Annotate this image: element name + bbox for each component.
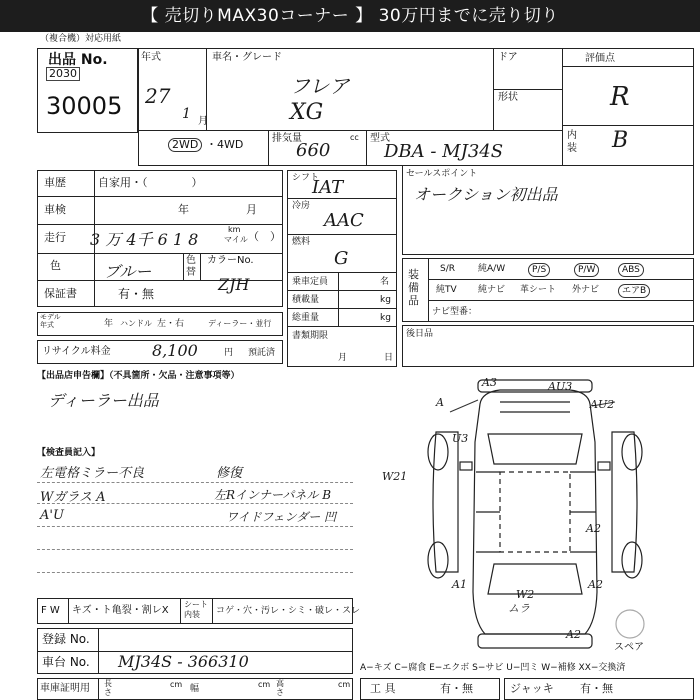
navi-model-label: ナビ型番： xyxy=(432,307,478,317)
mark-au3: AU3 xyxy=(548,380,573,393)
history-label: 車歴 xyxy=(44,176,66,189)
shape-label: 形状 xyxy=(498,92,518,103)
tools-value: 有・無 xyxy=(440,682,473,695)
recycle-label: リサイクル料金 xyxy=(42,346,111,357)
load-unit: kg xyxy=(380,295,391,305)
handle-value: 左・右 xyxy=(157,319,185,329)
rating-score: R xyxy=(610,82,630,112)
jack-label: ジャッキ xyxy=(510,682,554,695)
declaration-label: 【出品店申告欄】（不具箇所・欠品・注意事項等） xyxy=(37,371,240,381)
header-note: （複合機）対応用紙 xyxy=(40,34,122,44)
displacement-unit: cc xyxy=(350,133,359,142)
displacement-label: 排気量 xyxy=(272,133,302,144)
color-code: ZJH xyxy=(218,275,250,294)
fuel-label: 燃料 xyxy=(292,237,311,247)
mileage-unit-km: km xyxy=(228,225,241,234)
equip-abs: ABS xyxy=(618,263,644,277)
post-inspection-label: 後日品 xyxy=(406,329,434,339)
inspection-label: 車検 xyxy=(44,203,66,216)
lot-label: 出品 No. xyxy=(48,52,108,68)
shift-label: シフト xyxy=(292,173,320,183)
mark-w21: W21 xyxy=(382,470,408,483)
cert-height-unit: cm xyxy=(338,680,351,689)
equip-tv: 純TV xyxy=(436,285,457,295)
mark-u-rear: ムラ xyxy=(508,602,530,615)
capacity-unit: 名 xyxy=(380,277,390,287)
mark-a1: A1 xyxy=(452,578,467,591)
mileage-label: 走行 xyxy=(44,231,66,244)
mark-a2-right: A2 xyxy=(588,578,603,591)
inspection-month: 月 xyxy=(246,203,257,216)
car-grade: XG xyxy=(290,100,324,125)
equip-alloy-wheel: 純A/W xyxy=(478,264,506,274)
inspector-note-fender: ワイドフェンダー 凹 xyxy=(226,510,337,524)
inspection-year: 年 xyxy=(178,203,189,216)
sales-point-label: セールスポイント xyxy=(406,169,478,179)
cert-width-unit: cm xyxy=(258,680,271,689)
load-label: 積載量 xyxy=(292,295,320,305)
cert-length: 長さ xyxy=(104,679,112,697)
fuel-value: G xyxy=(334,248,349,269)
door-label: ドア xyxy=(498,52,518,63)
doc-period-day: 日 xyxy=(384,353,394,363)
mileage-paren: （ ） xyxy=(248,230,281,243)
equip-leather-seat: 革シート xyxy=(520,285,557,295)
seat-label: シート内装 xyxy=(184,600,208,619)
jack-value: 有・無 xyxy=(580,682,613,695)
car-label: 車名・グレード xyxy=(212,52,282,63)
inspector-note-inner-panel: 左Rインナーパネル B xyxy=(214,488,332,502)
recycle-unit: 円 xyxy=(224,348,234,358)
equip-sr: S/R xyxy=(440,264,455,274)
chassis-value: MJ34S - 366310 xyxy=(118,652,249,671)
cert-label: 車庫証明用 xyxy=(40,683,90,694)
drive-2wd: 2WD xyxy=(168,138,202,152)
equip-navi: 純ナビ xyxy=(478,285,506,295)
car-damage-diagram xyxy=(400,372,700,668)
weight-unit: kg xyxy=(380,313,391,323)
mileage-unit-mile: マイル xyxy=(224,235,248,244)
year-era: 27 xyxy=(145,84,171,108)
ac-label: 冷房 xyxy=(292,201,311,211)
mark-a3: A3 xyxy=(482,376,497,389)
mark-w2: W2 xyxy=(516,588,535,601)
lot-number: 30005 xyxy=(46,92,123,120)
recycle-note: 預託済 xyxy=(248,348,276,358)
displacement-value: 660 xyxy=(296,140,331,161)
mark-a-top: A xyxy=(436,396,444,409)
inspector-note-au: A'U xyxy=(40,508,64,523)
color-label: 色 xyxy=(50,259,61,272)
sales-point-value: オークション初出品 xyxy=(414,185,558,204)
year-month: 1 xyxy=(182,106,191,122)
doc-period-month: 月 xyxy=(338,353,348,363)
page-banner: 【 売切りMAX30コーナー 】 30万円までに売り切り xyxy=(0,0,700,32)
year-label: 年式 xyxy=(141,52,161,63)
capacity-label: 乗車定員 xyxy=(292,277,329,287)
color-value: ブルー xyxy=(104,262,152,281)
mark-au2: AU2 xyxy=(590,398,615,411)
weight-label: 総重量 xyxy=(292,313,320,323)
color-code-label: カラーNo. xyxy=(207,255,254,266)
fw-label: F W xyxy=(41,605,60,616)
seat-value: コゲ・穴・汚レ・シミ・破レ・スレ xyxy=(216,606,361,616)
interior-label: 内装 xyxy=(567,130,577,154)
equip-power-steering: P/S xyxy=(528,263,550,277)
year-month-unit: 月 xyxy=(198,116,208,127)
history-value: 自家用・（ ） xyxy=(98,176,203,189)
mileage-value: 3 万 4千 6 1 8 xyxy=(90,230,199,249)
declaration-value: ディーラー出品 xyxy=(48,391,159,410)
recycle-value: 8,100 xyxy=(152,341,198,360)
cert-height: 高さ xyxy=(276,679,284,697)
model-year-label: モデル年式 xyxy=(40,313,61,329)
equip-airbag: エアB xyxy=(618,284,650,298)
cert-width: 幅 xyxy=(190,684,200,694)
inspector-note-mirror: 左電格ミラー不良 xyxy=(40,466,145,481)
spare-label: スペア xyxy=(614,642,644,653)
model-label: 型式 xyxy=(370,133,390,144)
inspector-label: 【検査員記入】 xyxy=(37,448,101,458)
mark-u3: U3 xyxy=(452,432,469,445)
mark-a2-bottom: A2 xyxy=(566,628,581,641)
equip-ext-navi: 外ナビ xyxy=(572,285,600,295)
inspector-note-repair: 修復 xyxy=(216,466,243,481)
doc-period-label: 書類期限 xyxy=(292,331,329,341)
rating-label: 評価点 xyxy=(585,53,615,64)
interior-rating: B xyxy=(612,128,629,153)
lot-code: 2030 xyxy=(46,67,80,81)
registration-label: 登録 No. xyxy=(42,632,90,646)
inspector-note-glass: Wガラス A xyxy=(40,490,106,505)
damage-legend: A−キズ C−腐食 E−エクボ S−サビ U−凹ミ W−補修 XX−交換済 xyxy=(360,663,626,673)
warranty-label: 保証書 xyxy=(44,287,77,300)
model-value: DBA - MJ34S xyxy=(384,141,504,162)
equipment-label: 装備品 xyxy=(408,268,419,307)
mark-a2: A2 xyxy=(586,522,601,535)
dealer-label: ディーラー・並行 xyxy=(208,319,272,328)
color-change-label: 色替 xyxy=(186,255,196,278)
tools-label: 工 具 xyxy=(370,682,396,695)
warranty-value: 有・無 xyxy=(118,287,155,301)
fw-value: キズ・ト亀裂・割レX xyxy=(72,605,169,616)
equip-power-window: P/W xyxy=(574,263,599,277)
cert-length-unit: cm xyxy=(170,680,183,689)
drive-4wd: ・4WD xyxy=(206,138,244,151)
shift-value: IAT xyxy=(312,177,344,198)
post-inspection-box xyxy=(402,325,694,367)
ac-value: AAC xyxy=(324,210,364,231)
chassis-label: 車台 No. xyxy=(42,655,90,669)
car-name: フレア xyxy=(290,74,350,98)
model-year-unit: 年 xyxy=(104,319,114,329)
handle-label: ハンドル xyxy=(120,319,152,328)
